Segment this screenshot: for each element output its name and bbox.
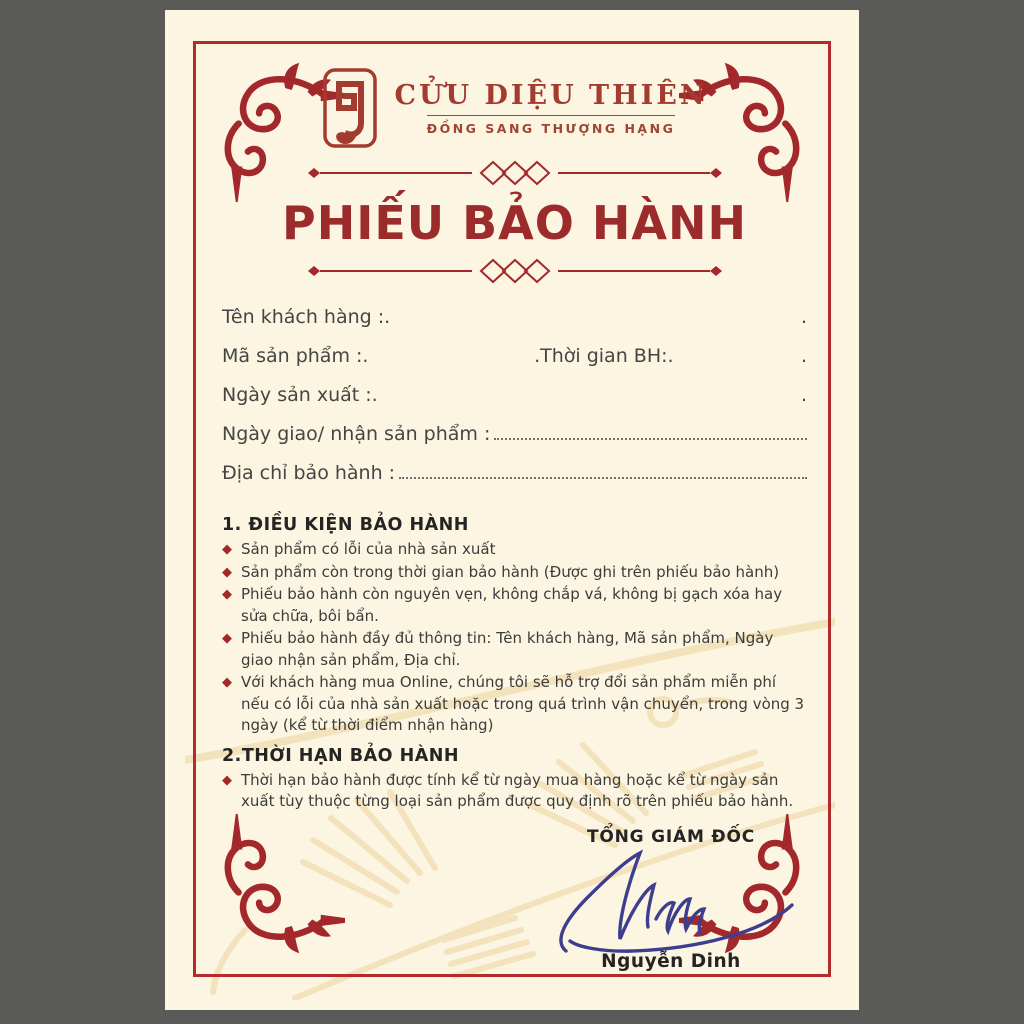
form-row-customer-name: Tên khách hàng : . . <box>222 306 807 328</box>
terms-sections <box>222 515 807 813</box>
bullet-text: Sản phẩm có lỗi của nhà sản xuất <box>241 540 496 558</box>
field-label-production-date: Ngày sản xuất : <box>222 384 372 406</box>
card-content <box>222 54 807 972</box>
warranty-card <box>165 10 859 1010</box>
dotted-fill-line <box>494 438 807 440</box>
brand-name: CỬU DIỆU THIÊN <box>394 80 708 111</box>
list-item <box>222 562 807 584</box>
diamond-divider-icon <box>300 160 730 186</box>
bullet-text: Phiếu bảo hành đầy đủ thông tin: Tên khách hàng, Mã sản phẩm, Ngày giao nhận sản phẩm, Địa chỉ. <box>241 629 774 669</box>
form-row-production-date: Ngày sản xuất : . . <box>222 384 807 406</box>
page-title: PHIẾU BẢO HÀNH <box>282 196 747 250</box>
seal-9-icon <box>321 67 379 149</box>
signer-name: Nguyễn Dinh <box>601 950 741 972</box>
field-label-customer-name: Tên khách hàng : <box>222 306 385 328</box>
list-item <box>222 539 807 561</box>
diamond-bullet-icon: ◆ <box>222 772 232 788</box>
dotted-fill-line <box>399 477 807 479</box>
bullet-text: Với khách hàng mua Online, chúng tôi sẽ hỗ trợ đổi sản phẩm miễn phí nếu có lỗi của nhà sản xuất hoặc trong quá trình vận chuyển, trong vòng 3 ngày (kể từ thời điểm nhận hàng) <box>241 673 805 734</box>
signature-icon <box>546 847 796 953</box>
signer-role: TỔNG GIÁM ĐỐC <box>587 826 755 847</box>
field-label-warranty-period: Thời gian BH: <box>540 345 668 367</box>
brand-text <box>394 80 707 136</box>
signature-block <box>541 827 801 972</box>
list-item <box>222 584 807 627</box>
bullet-text: Sản phẩm còn trong thời gian bảo hành (Được ghi trên phiếu bảo hành) <box>241 562 780 581</box>
diamond-bullet-icon: ◆ <box>222 564 232 580</box>
section-heading-conditions: 1. ĐIỀU KIỆN BẢO HÀNH <box>222 515 469 535</box>
bullet-text: Thời hạn bảo hành được tính kể từ ngày mua hàng hoặc kể từ ngày sản xuất tùy thuộc từng loại sản phẩm được quy định rõ trên phiếu bảo hành. <box>241 770 794 810</box>
diamond-bullet-icon: ◆ <box>222 631 232 646</box>
field-label-delivery-date: Ngày giao/ nhận sản phẩm : <box>222 423 491 445</box>
list-item <box>222 770 807 813</box>
field-label-warranty-address: Địa chỉ bảo hành : <box>222 462 396 484</box>
list-item <box>222 628 807 671</box>
form-row-delivery-date <box>222 423 807 462</box>
diamond-bullet-icon: ◆ <box>222 675 232 690</box>
brand-logo <box>222 64 807 152</box>
field-label-product-code: Mã sản phẩm : <box>222 345 363 367</box>
diamond-bullet-icon: ◆ <box>222 542 232 557</box>
warranty-form <box>222 306 807 501</box>
diamond-bullet-icon: ◆ <box>222 587 232 602</box>
section-heading-duration: 2.THỜI HẠN BẢO HÀNH <box>222 745 460 766</box>
form-row-product-code: Mã sản phẩm : . . Thời gian BH: . . <box>222 345 807 367</box>
bullet-text: Phiếu bảo hành còn nguyên vẹn, không chắp vá, không bị gạch xóa hay sửa chữa, bôi bẩn. <box>241 585 783 625</box>
brand-tagline: ĐỒNG SANG THƯỢNG HẠNG <box>427 115 676 136</box>
list-item <box>222 672 807 737</box>
diamond-divider-icon <box>300 258 730 284</box>
form-row-warranty-address <box>222 462 807 501</box>
